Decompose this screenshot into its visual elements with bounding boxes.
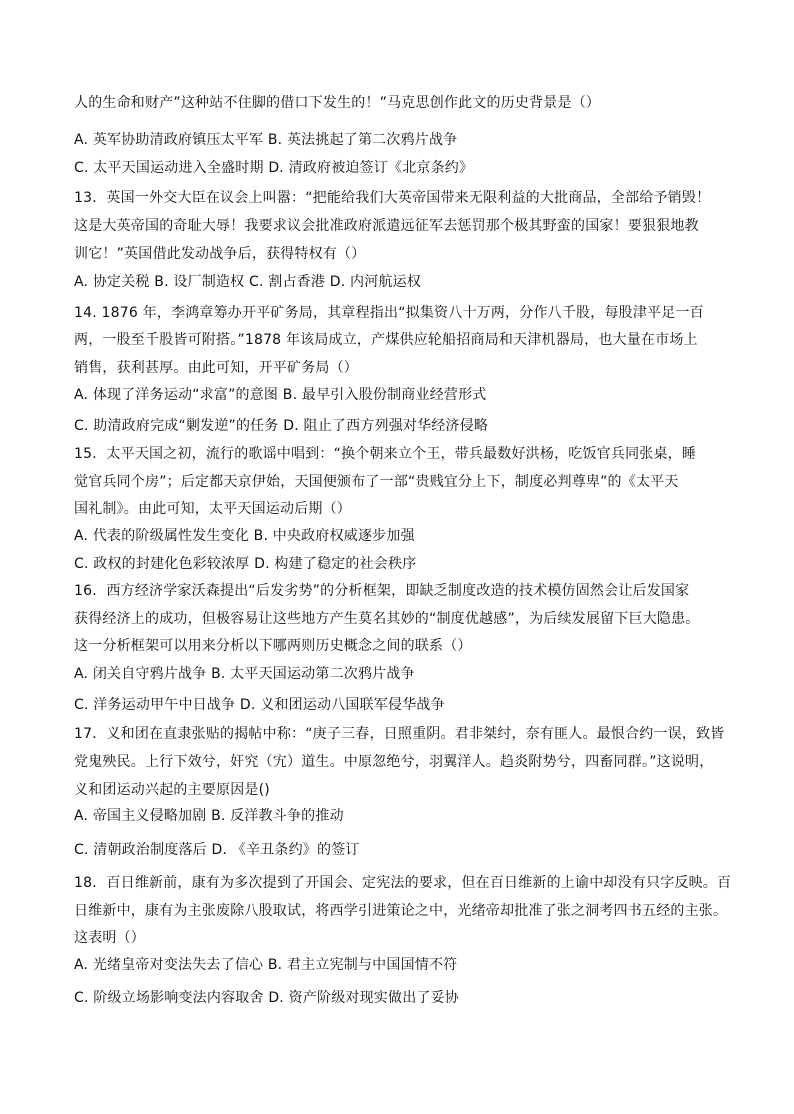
- option-line: A. 体现了洋务运动“求富”的意图 B. 最早引入股份制商业经营形式: [74, 387, 487, 403]
- option-line: C. 阶级立场影响变法内容取舍 D. 资产阶级对现实做出了妥协: [74, 990, 460, 1006]
- option-line: A. 协定关税 B. 设厂制造权 C. 割占香港 D. 内河航运权: [74, 274, 422, 290]
- text-line: 训它！”英国借此发动战争后，获得特权有（）: [74, 246, 366, 262]
- option-line: A. 帝国主义侵略加剧 B. 反洋教斗争的推动: [74, 808, 344, 824]
- question-15: 15．太平天国之初，流行的歌谣中唱到：“换个朝来立个王，带兵最数好洪杨，吃饭官兵同张桌，睡: [74, 446, 697, 462]
- text-line: 人的生命和财产”这种站不住脚的借口下发生的！”马克思创作此文的历史背景是（）: [74, 95, 601, 111]
- option-line: C. 太平天国运动进入全盛时期 D. 清政府被迫签订《北京条约》: [74, 160, 474, 176]
- question-14: 14. 1876 年，李鸿章筹办开平矿务局，其章程指出“拟集资八十万两，分作八千股，每股津平足一百: [74, 305, 704, 321]
- option-line: C. 助清政府完成“剿发逆”的任务 D. 阻止了西方列强对华经济侵略: [74, 418, 489, 434]
- question-17: 17．义和团在直隶张贴的揭帖中称：“庚子三春，日照重阴。君非桀纣，奈有匪人。最恨合约一误，致皆: [74, 726, 725, 742]
- option-line: A. 代表的阶级属性发生变化 B. 中央政府权威逐步加强: [74, 528, 415, 544]
- text-line: 国礼制》。由此可知，太平天国运动后期（）: [74, 501, 351, 517]
- option-line: C. 政权的封建化色彩较浓厚 D. 构建了稳定的社会秩序: [74, 556, 417, 572]
- option-line: C. 洋务运动甲午中日战争 D. 义和团运动八国联军侵华战争: [74, 697, 445, 713]
- text-line: 党鬼殃民。上行下效兮，奸究（宄）道生。中原忽绝兮，羽翼洋人。趋炎附势兮，四畜同群。”这说明，: [74, 754, 714, 770]
- text-line: 日维新中，康有为主张废除八股取试，将西学引进策论之中，光绪帝却批准了张之洞考四书五经的主张。: [74, 903, 728, 919]
- text-line: 义和团运动兴起的主要原因是(): [74, 782, 270, 798]
- text-line: 这表明（）: [74, 930, 145, 946]
- text-line: 获得经济上的成功，但极容易让这些地方产生莫名其妙的“制度优越感”，为后续发展留下巨大隐患。: [74, 611, 700, 627]
- option-line: A. 闭关自守鸦片战争 B. 太平天国运动第二次鸦片战争: [74, 666, 415, 682]
- option-line: A. 光绪皇帝对变法失去了信心 B. 君主立宪制与中国国情不符: [74, 957, 458, 973]
- question-13: 13．英国一外交大臣在议会上叫嚣：“把能给我们大英帝国带来无限利益的大批商品，全部给予销毁！: [74, 190, 711, 206]
- option-line: A. 英军协助清政府镇压太平军 B. 英法挑起了第二次鸦片战争: [74, 132, 458, 148]
- question-18: 18．百日维新前，康有为多次提到了开国会、定宪法的要求，但在百日维新的上谕中却没有只字反映。百: [74, 875, 732, 891]
- text-line: 觉官兵同个房”；后定都天京伊始，天国便颁布了一部“贵贱宜分上下，制度必判尊卑”的《太平天: [74, 474, 679, 490]
- text-line: 两，一股至千股皆可附搭。”1878 年该局成立，产煤供应轮船招商局和天津机器局，也大量在市场上: [74, 332, 698, 348]
- text-line: 销售，获利甚厚。由此可知，开平矿务局（）: [74, 360, 358, 376]
- option-line: C. 清朝政治制度落后 D. 《辛丑条约》的签订: [74, 842, 360, 858]
- text-line: 这是大英帝国的奇耻大辱！我要求议会批准政府派遣远征军去惩罚那个极其野蛮的国家！要狠狠地教: [74, 218, 699, 234]
- text-line: 这一分析框架可以用来分析以下哪两则历史概念之间的联系（）: [74, 638, 472, 654]
- question-16: 16．西方经济学家沃森提出“后发劣势”的分析框架，即缺乏制度改造的技术模仿固然会让后发国家: [74, 583, 690, 599]
